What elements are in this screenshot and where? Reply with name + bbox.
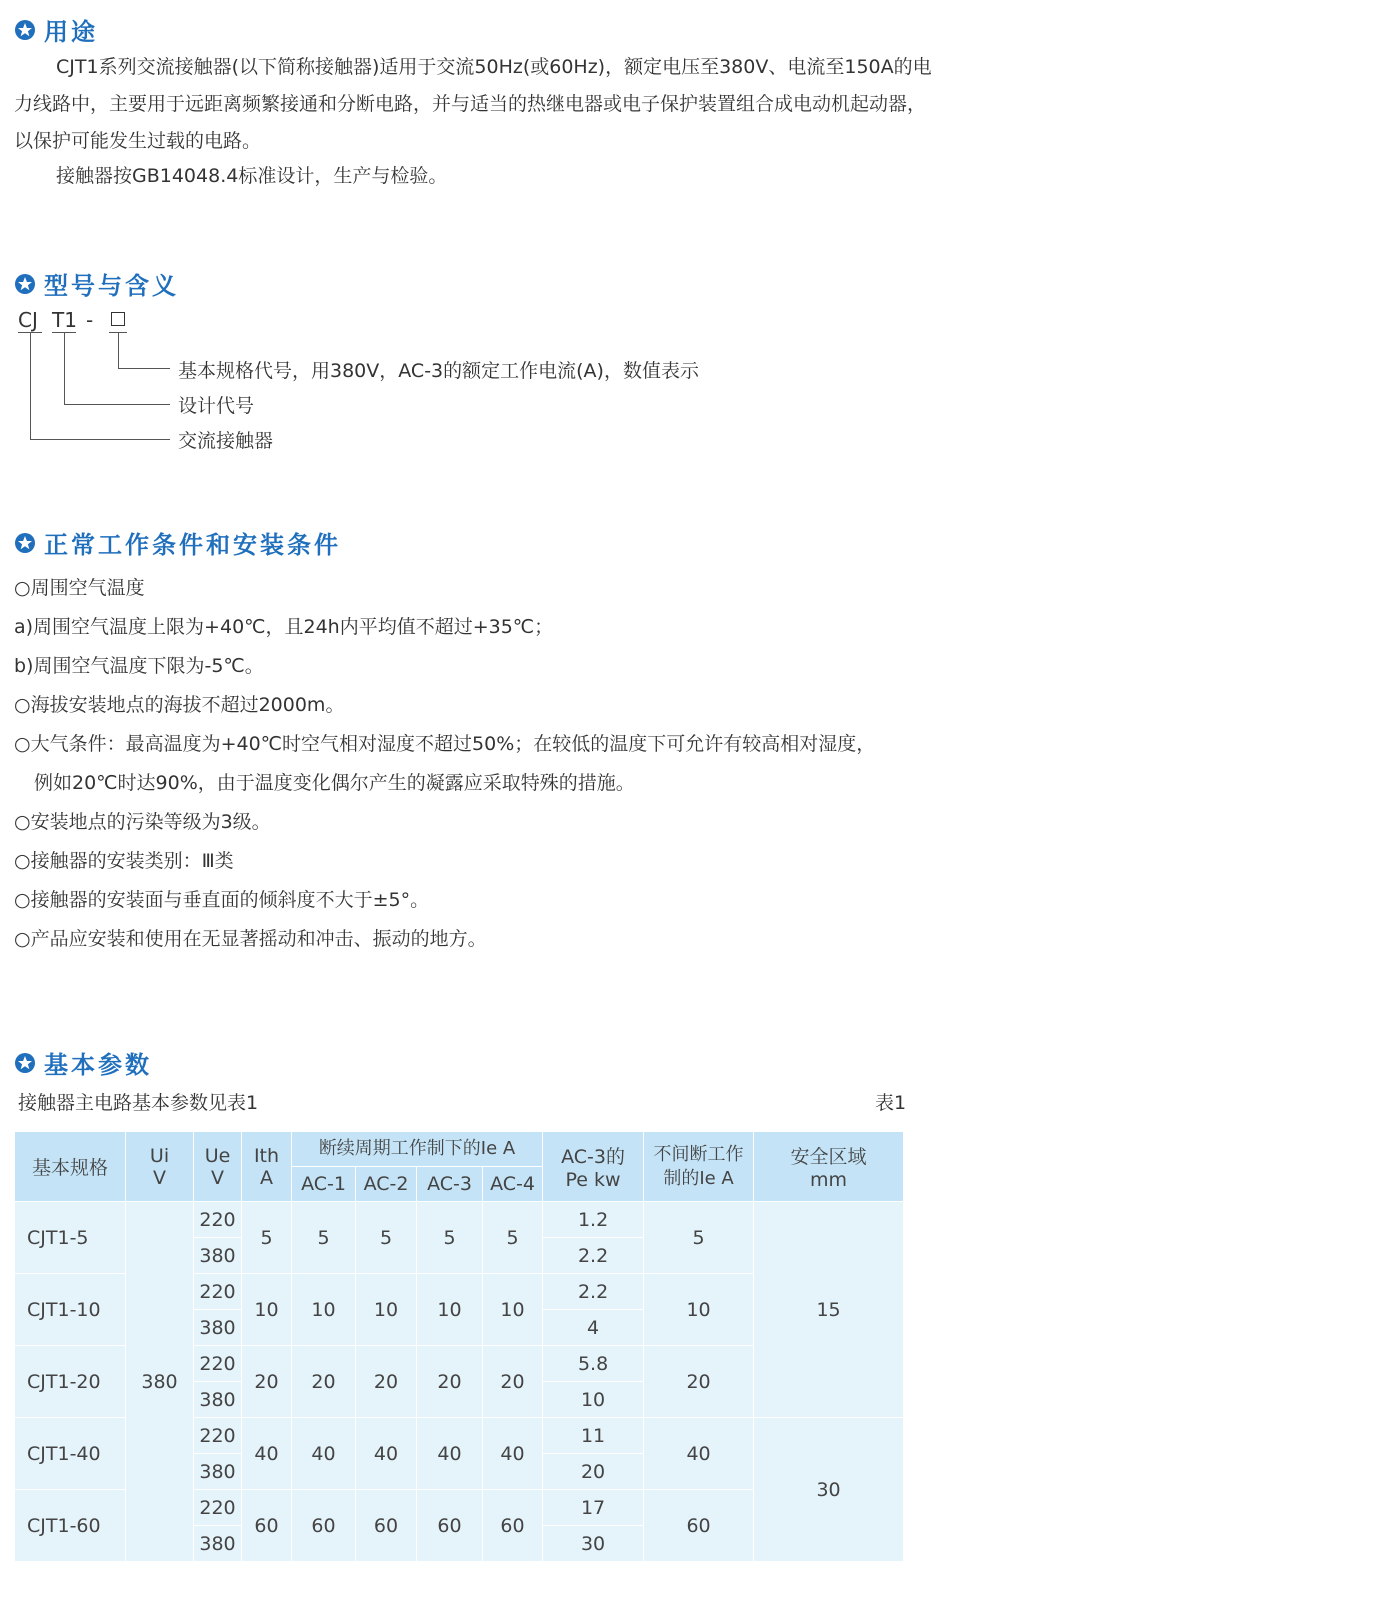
cell-pe: 11	[543, 1418, 644, 1454]
cell-ac1: 60	[292, 1490, 356, 1562]
model-title: 型号与含义	[44, 272, 179, 300]
cell-ith: 5	[242, 1202, 292, 1274]
cell-ac2: 40	[356, 1418, 417, 1490]
table-header-row	[15, 1132, 904, 1167]
cell-pe: 10	[543, 1382, 644, 1418]
design-leader-h	[64, 404, 170, 405]
header-pe: AC-3的 Pe kw	[543, 1132, 644, 1202]
cell-spec: CJT1-20	[15, 1346, 126, 1418]
cell-pe: 2.2	[543, 1238, 644, 1274]
table-caption: 接触器主电路基本参数见表1	[18, 1092, 259, 1114]
header-ac3: AC-3	[417, 1167, 483, 1202]
cell-ac2: 10	[356, 1274, 417, 1346]
conditions-title: 正常工作条件和安装条件	[44, 531, 341, 559]
header-spec: 基本规格	[15, 1132, 126, 1202]
cell-continuous: 40	[644, 1418, 754, 1490]
cell-ac3: 5	[417, 1202, 483, 1274]
cell-ac2: 5	[356, 1202, 417, 1274]
star-bullet-icon	[14, 273, 36, 295]
spec-leader-v	[118, 332, 119, 368]
cell-ac1: 10	[292, 1274, 356, 1346]
condition-line: ○接触器的安装类别：Ⅲ类	[14, 850, 234, 872]
design-leader-v	[64, 332, 65, 404]
cell-ui: 380	[126, 1202, 194, 1562]
header-ac4: AC-4	[483, 1167, 543, 1202]
header-ac1: AC-1	[292, 1167, 356, 1202]
condition-line: b)周围空气温度下限为-5℃。	[14, 655, 264, 677]
params-title: 基本参数	[44, 1051, 152, 1079]
header-ith: Ith A	[242, 1132, 292, 1202]
cell-spec: CJT1-10	[15, 1274, 126, 1346]
cell-ac1: 20	[292, 1346, 356, 1418]
spec-leader-h	[118, 368, 170, 369]
cell-pe: 30	[543, 1526, 644, 1562]
cell-ith: 10	[242, 1274, 292, 1346]
cell-ac4: 5	[483, 1202, 543, 1274]
params-heading	[14, 1045, 152, 1080]
cell-pe: 2.2	[543, 1274, 644, 1310]
type-leader-v	[30, 332, 31, 439]
model-code-diagram	[14, 308, 774, 468]
usage-heading	[14, 12, 98, 47]
cell-safety: 30	[754, 1418, 904, 1562]
model-heading	[14, 266, 179, 301]
cell-ac1: 5	[292, 1202, 356, 1274]
cell-ue: 380	[194, 1454, 242, 1490]
condition-line: ○安装地点的污染等级为3级。	[14, 811, 271, 833]
cell-ue: 220	[194, 1274, 242, 1310]
cell-continuous: 10	[644, 1274, 754, 1346]
star-bullet-icon	[14, 19, 36, 41]
cell-ac3: 10	[417, 1274, 483, 1346]
cell-continuous: 5	[644, 1202, 754, 1274]
cell-ue: 220	[194, 1418, 242, 1454]
cell-ac3: 20	[417, 1346, 483, 1418]
cell-safety: 15	[754, 1202, 904, 1418]
usage-title: 用途	[44, 18, 98, 46]
cell-ue: 380	[194, 1382, 242, 1418]
cell-ue: 220	[194, 1202, 242, 1238]
cell-ith: 60	[242, 1490, 292, 1562]
header-continuous: 不间断工作 制的Ie A	[644, 1132, 754, 1202]
cell-continuous: 60	[644, 1490, 754, 1562]
star-bullet-icon	[14, 1052, 36, 1074]
cell-ac3: 60	[417, 1490, 483, 1562]
cell-ac4: 40	[483, 1418, 543, 1490]
design-code-label: 设计代号	[178, 395, 255, 417]
cell-pe: 20	[543, 1454, 644, 1490]
cell-ac1: 40	[292, 1418, 356, 1490]
header-safety: 安全区域 mm	[754, 1132, 904, 1202]
header-ui: Ui V	[126, 1132, 194, 1202]
spec-code-label: 基本规格代号，用380V，AC-3的额定工作电流(A)，数值表示	[178, 360, 699, 382]
cell-ac3: 40	[417, 1418, 483, 1490]
star-bullet-icon	[14, 532, 36, 554]
cell-spec: CJT1-60	[15, 1490, 126, 1562]
header-ac2: AC-2	[356, 1167, 417, 1202]
cell-spec: CJT1-5	[15, 1202, 126, 1274]
cell-continuous: 20	[644, 1346, 754, 1418]
condition-line: ○海拔安装地点的海拔不超过2000m。	[14, 694, 345, 716]
table-row	[15, 1202, 904, 1238]
header-ue: Ue V	[194, 1132, 242, 1202]
header-intermittent: 断续周期工作制下的Ie A	[292, 1132, 543, 1167]
cell-ue: 220	[194, 1490, 242, 1526]
condition-line: ○接触器的安装面与垂直面的倾斜度不大于±5°。	[14, 889, 430, 911]
code-t1: T1	[52, 308, 77, 332]
code-cj: CJ	[18, 308, 38, 332]
code-dash: -	[86, 308, 94, 332]
condition-line: ○产品应安装和使用在无显著摇动和冲击、振动的地方。	[14, 928, 487, 950]
table-number: 表1	[875, 1092, 907, 1114]
code-spec-box	[111, 312, 125, 326]
cell-ue: 380	[194, 1310, 242, 1346]
type-leader-h	[30, 439, 170, 440]
cell-ith: 40	[242, 1418, 292, 1490]
cell-pe: 4	[543, 1310, 644, 1346]
condition-line: 例如20℃时达90%，由于温度变化偶尔产生的凝露应采取特殊的措施。	[34, 772, 635, 794]
condition-line: ○大气条件：最高温度为+40℃时空气相对湿度不超过50%；在较低的温度下可允许有较高相对湿度，	[14, 733, 876, 755]
conditions-heading	[14, 525, 341, 560]
cell-pe: 5.8	[543, 1346, 644, 1382]
cell-ac4: 10	[483, 1274, 543, 1346]
condition-line: ○周围空气温度	[14, 577, 145, 599]
cell-ac2: 60	[356, 1490, 417, 1562]
cell-ue: 380	[194, 1238, 242, 1274]
cell-ue: 220	[194, 1346, 242, 1382]
cell-spec: CJT1-40	[15, 1418, 126, 1490]
cell-ac2: 20	[356, 1346, 417, 1418]
cell-pe: 17	[543, 1490, 644, 1526]
cell-ue: 380	[194, 1526, 242, 1562]
params-table	[14, 1131, 904, 1562]
usage-paragraph-1: CJT1系列交流接触器(以下简称接触器)适用于交流50Hz(或60Hz)，额定电压至380V、电流至150A的电力线路中，主要用于远距离频繁接通和分断电路，并与适当的热继电器或电子保护装置组合成电动机起动器，以保护可能发生过载的电路。	[14, 56, 932, 152]
cell-ac4: 60	[483, 1490, 543, 1562]
cell-pe: 1.2	[543, 1202, 644, 1238]
cell-ith: 20	[242, 1346, 292, 1418]
condition-line: a)周围空气温度上限为+40℃，且24h内平均值不超过+35℃；	[14, 616, 554, 638]
cell-ac4: 20	[483, 1346, 543, 1418]
usage-paragraph-2: 接触器按GB14048.4标准设计，生产与检验。	[56, 165, 448, 187]
contactor-type-label: 交流接触器	[178, 430, 274, 452]
